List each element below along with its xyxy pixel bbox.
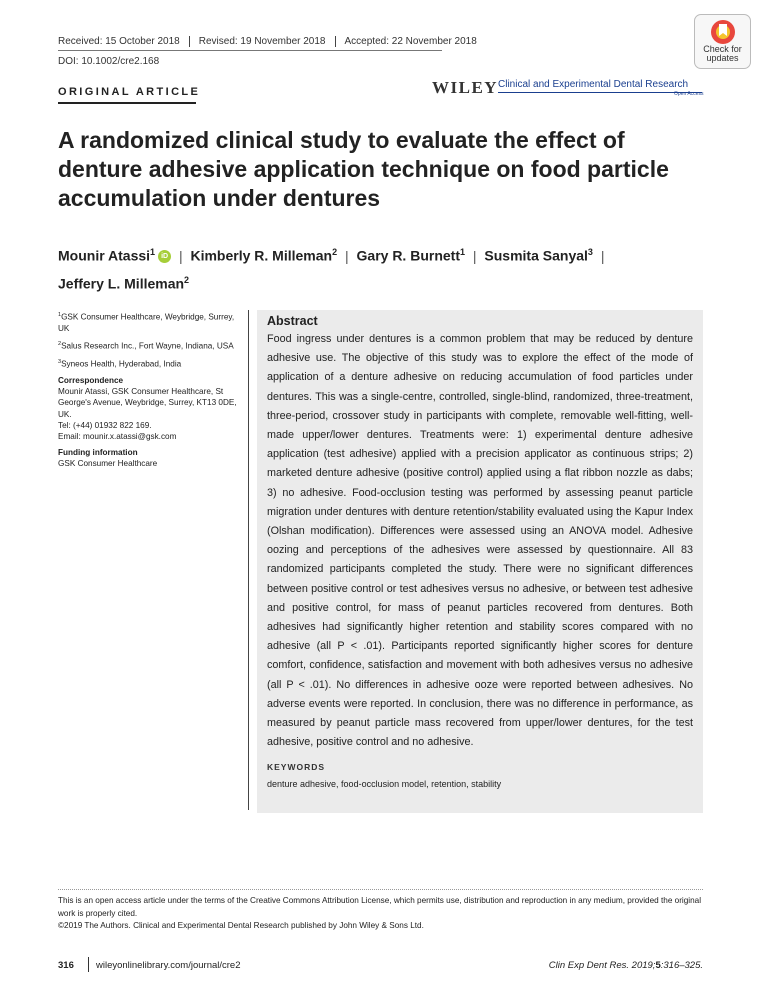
accepted-date: Accepted: 22 November 2018 bbox=[335, 36, 486, 47]
abstract-heading: Abstract bbox=[267, 314, 318, 328]
check-updates-icon bbox=[710, 19, 736, 45]
open-access-label: Open Access bbox=[674, 91, 704, 97]
correspondence-tel: Tel: (+44) 01932 822 169. bbox=[58, 420, 152, 430]
doi[interactable]: DOI: 10.1002/cre2.168 bbox=[58, 56, 160, 67]
correspondence-text: Mounir Atassi, GSK Consumer Healthcare, St George's Avenue, Weybridge, Surrey, KT13 0DE, UK. bbox=[58, 387, 237, 419]
abstract-box bbox=[257, 310, 703, 813]
check-for-updates-badge[interactable] bbox=[694, 14, 751, 69]
author-name[interactable]: Kimberly R. Milleman bbox=[190, 247, 333, 264]
author-affiliation-sup: 1 bbox=[150, 247, 156, 257]
abstract-text: Food ingress under dentures is a common problem that may be reduced by denture adhesive use. The objective of this study was to explore the effect of the mode of application of a denture adhesive on reducing accumulation of food particles under dentures. This was a single-centre, controlled, single-blind, randomized, three-treatment, three-period, crossover study in participants with complete, removable well-fitting, well-made upper/lower dentures. Treatments were: 1) experimental denture adhesive application (test adhesive) applied with a precision applicator as continuous strips; 2) marketed denture adhesive (positive control) applied using a flat ribbon nozzle as dabs; 3) no adhesive. Food-occlusion testing was performed by assessing peanut particle migration under dentures with denture retention/stability evaluated using the Kapur Index (Olshan modification). Differences were assessed using an ANOVA model. Adhesive oozing and perceptions of the adhesives were assessed by questionnaire. All 83 randomized participants completed the study. There were no significant differences between positive control or test adhesives versus no adhesive, or between test adhesive and positive control, for mass of peanut particles recovered from dentures. Both adhesives had significantly higher retention and stability scores compared with no adhesive (all P < .01). Participants reported significantly higher scores for denture comfort, confidence, satisfaction and movement with both adhesives versus no adhesive (all P < .01). No differences in adhesive ooze were reported between adhesives. No adverse events were reported. In conclusion, there was no difference in performance, as measured by peanut particle mass recovered from upper/lower dentures, for the test adhesive, positive control and no adhesive. bbox=[267, 333, 693, 749]
author-separator: | bbox=[600, 247, 605, 264]
affiliation-text: GSK Consumer Healthcare, Weybridge, Surrey, UK bbox=[58, 312, 235, 333]
journal-rule bbox=[498, 92, 702, 93]
author-separator: | bbox=[178, 247, 183, 264]
orcid-icon[interactable]: iD bbox=[158, 250, 171, 263]
page-number: 316 bbox=[58, 960, 74, 971]
affiliation-sup: 3 bbox=[58, 359, 62, 366]
keywords-heading: KEYWORDS bbox=[267, 762, 326, 773]
citation-pages: :316–325. bbox=[660, 960, 703, 971]
sidebar-divider bbox=[248, 310, 249, 810]
wiley-logo: WILEY bbox=[432, 78, 499, 97]
license-notice bbox=[58, 895, 708, 933]
author-name[interactable]: Mounir Atassi bbox=[58, 247, 151, 264]
author-list bbox=[58, 240, 708, 295]
footer-divider bbox=[58, 889, 703, 890]
citation-volume: 5 bbox=[655, 960, 661, 971]
author-separator: | bbox=[472, 247, 477, 264]
affiliation-sup: 2 bbox=[58, 341, 62, 348]
dates-divider bbox=[58, 50, 442, 51]
author-name[interactable]: Gary R. Burnett bbox=[356, 247, 460, 264]
author-affiliation-sup: 3 bbox=[587, 247, 593, 257]
page-number-separator bbox=[88, 957, 89, 972]
license-text: This is an open access article under the terms of the Creative Commons Attribution License, which permits use, distribution and reproduction in any medium, provided the original work is properly cited. bbox=[58, 896, 702, 918]
revised-date: Revised: 19 November 2018 bbox=[189, 36, 335, 47]
keywords-list: denture adhesive, food-occlusion model, retention, stability bbox=[267, 779, 502, 790]
citation-year: 2019; bbox=[631, 960, 656, 971]
received-date: Received: 15 October 2018 bbox=[58, 36, 180, 47]
author-name[interactable]: Susmita Sanyal bbox=[484, 247, 588, 264]
article-sidebar bbox=[58, 310, 243, 470]
copyright-text: ©2019 The Authors. Clinical and Experimental Dental Research published by John Wiley & Sons Ltd. bbox=[58, 921, 424, 930]
article-type-underline bbox=[58, 102, 196, 104]
affiliation-text: Syneos Health, Hyderabad, India bbox=[61, 359, 182, 369]
author-name[interactable]: Jeffery L. Milleman bbox=[58, 275, 185, 292]
citation-journal: Clin Exp Dent Res. bbox=[548, 960, 630, 971]
journal-name[interactable]: Clinical and Experimental Dental Research bbox=[498, 79, 689, 90]
funding-text: GSK Consumer Healthcare bbox=[58, 459, 158, 469]
affiliation-sup: 1 bbox=[58, 312, 62, 318]
affiliation bbox=[58, 339, 243, 352]
journal-url[interactable]: wileyonlinelibrary.com/journal/cre2 bbox=[96, 960, 241, 971]
affiliation bbox=[58, 310, 243, 334]
check-updates-line1: Check for bbox=[703, 44, 742, 54]
funding-heading: Funding information bbox=[58, 448, 138, 458]
article-title: A randomized clinical study to evaluate the effect of denture adhesive application technique on food particle accumulation under dentures bbox=[58, 127, 669, 211]
citation bbox=[549, 960, 703, 971]
check-updates-line2: updates bbox=[706, 53, 739, 63]
article-dates bbox=[58, 36, 486, 47]
author-affiliation-sup: 2 bbox=[332, 247, 338, 257]
affiliation bbox=[58, 357, 243, 370]
article-type: ORIGINAL ARTICLE bbox=[58, 86, 201, 98]
author-separator: | bbox=[344, 247, 349, 264]
author-affiliation-sup: 1 bbox=[459, 247, 465, 257]
correspondence-email[interactable]: Email: mounir.x.atassi@gsk.com bbox=[58, 432, 177, 442]
correspondence-heading: Correspondence bbox=[58, 376, 124, 386]
affiliation-text: Salus Research Inc., Fort Wayne, Indiana, USA bbox=[61, 341, 234, 351]
author-affiliation-sup: 2 bbox=[184, 274, 190, 285]
